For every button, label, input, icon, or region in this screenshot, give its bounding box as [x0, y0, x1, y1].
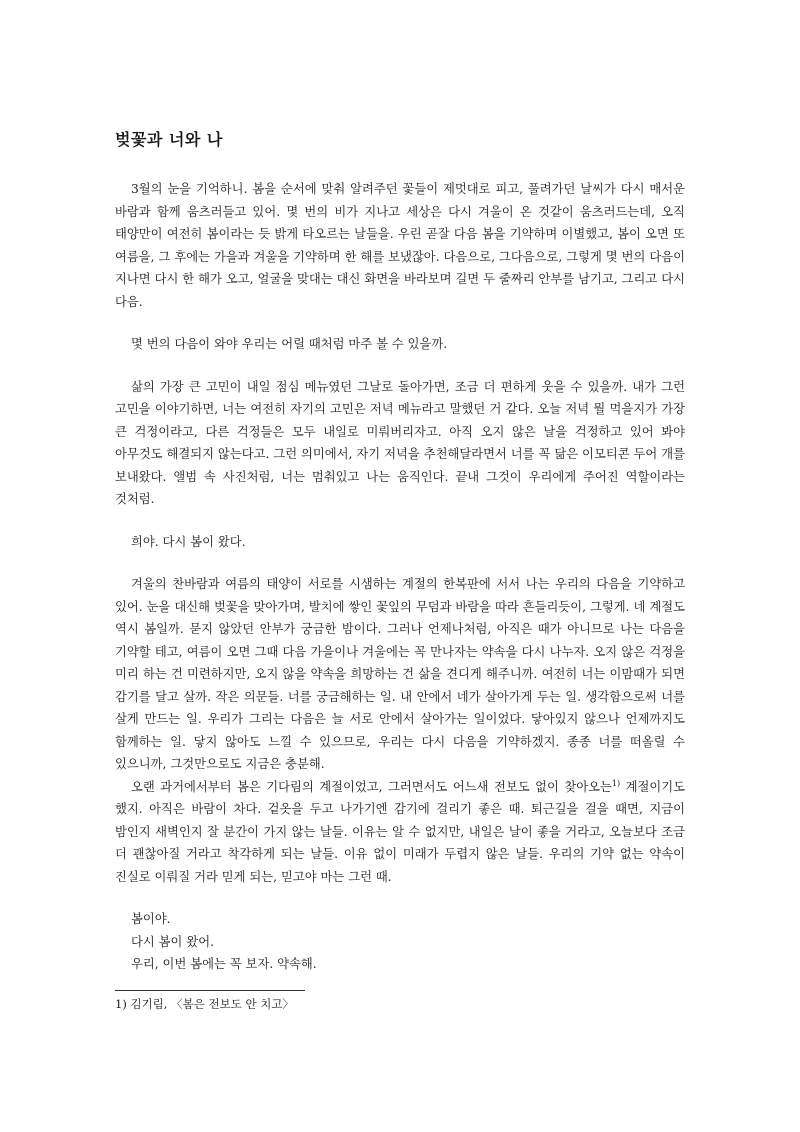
paragraph-6 [115, 776, 685, 889]
paragraph-6-text-a: 오랜 과거에서부터 봄은 기다림의 계절이었고, 그러면서도 어느새 전보도 없이 찾아오는 [130, 779, 612, 794]
paragraph-1: 3월의 눈을 기억하니. 봄을 순서에 맞춰 알려주던 꽃들이 제멋대로 피고, 풀려가던 날씨가 다시 매서운 바람과 함께 움츠러들고 있어. 몇 번의 비가 지나고 세상은 다시 겨울이 온 것같이 움츠러드는데, 오직 태양만이 여전히 봄이라는 듯 밝게 타오르는 날들을. 우린 곧잘 다음 봄을 기약하며 이별했고, 봄이 오면 또 여름을, 그 후에는 가을과 겨울을 기약하며 한 해를 보냈잖아. 다음으로, 그다음으로, 그렇게 몇 번의 다음이 지나면 다시 한 해가 오고, 얼굴을 맞대는 대신 화면을 바라보며 길면 두 줄짜리 안부를 남기고, 그리고 다시 다음. [115, 182, 685, 309]
paragraph-gap [115, 313, 685, 333]
paragraph-gap [115, 888, 685, 908]
paragraph-5: 겨울의 찬바람과 여름의 태양이 서로를 시샘하는 계절의 한복판에 서서 나는 우리의 다음을 기약하고 있어. 눈을 대신해 벚꽃을 맞아가며, 발치에 쌓인 꽃잎의 무덤과 바람을 따라 흔들리듯이, 그렇게. 네 계절도 역시 봄일까. 묻지 않았던 안부가 궁금한 밤이다. 그러나 언제나처럼, 아직은 때가 아니므로 나는 다음을 기약할 테고, 여름이 오면 그때 다음 가을이나 겨울에는 꼭 만나자는 약속을 다시 나누자. 오지 않은 걱정을 미리 하는 건 미련하지만, 오지 않을 약속을 희망하는 건 삶을 견디게 해주니까. 여전히 너는 이맘때가 되면 감기를 달고 살까. 작은 의문들. 너를 궁금해하는 일. 내 안에서 네가 살아가게 두는 일. 생각함으로써 너를 살게 만드는 일. 우리가 그리는 다음은 늘 서로 안에서 살아가는 일이었다. 닿아있지 않으나 언제까지도 함께하는 일. 닿지 않아도 느낄 수 있으므로, 우리는 다시 다음을 기약하겠지. 종종 너를 떠올릴 수 있으니까, 그것만으로도 지금은 충분해. [115, 577, 685, 771]
document-title: 벚꽃과 너와 나 [115, 130, 223, 149]
paragraph-6-text-b: 계절이기도 했지. 아직은 바람이 차다. 겉옷을 두고 나가기엔 감기에 걸리기 좋은 때. 퇴근길을 걸을 때면, 지금이 밤인지 새벽인지 잘 분간이 가지 않는 날들. 이유는 알 수 없지만, 내일은 날이 좋을 거라고, 오늘보다 조금 더 괜찮아질 거라고 착각하게 되는 날들. 이유 없이 미래가 두렵지 않은 날들. 우리의 기약 없는 약속이 진실로 이뤄질 거라 믿게 되는, 믿고야 마는 그런 때. [115, 779, 685, 884]
footnote-reference[interactable]: 1) [611, 778, 621, 788]
paragraph-3: 삶의 가장 큰 고민이 내일 점심 메뉴였던 그날로 돌아가면, 조금 더 편하게 웃을 수 있을까. 내가 그런 고민을 이야기하면, 너는 여전히 자기의 고민은 저녁 메뉴라고 말했던 거 같다. 오늘 저녁 뭘 먹을지가 가장 큰 걱정이라고, 다른 걱정들은 모두 내일로 미뤄버리자고. 아직 오지 않은 날을 걱정하고 있어 봐야 아무것도 해결되지 않는다고. 그런 의미에서, 자기 저녁을 추천해달라면서 너를 꼭 닮은 이모티콘 두어 개를 보내왔다. 앨범 속 사진처럼, 너는 멈춰있고 나는 움직인다. 끝내 그것이 우리에게 주어진 역할이라는 것처럼. [115, 379, 685, 506]
paragraph-gap [115, 511, 685, 531]
closing-line-3: 우리, 이번 봄에는 꼭 보자. 약속해. [130, 957, 317, 972]
paragraph-4: 희야. 다시 봄이 왔다. [130, 534, 246, 549]
footnote: 1) 김기림, 〈봄은 전보도 안 치고〉 [115, 996, 294, 1011]
footnote-divider [115, 990, 305, 991]
closing-line-2: 다시 봄이 왔어. [130, 934, 214, 949]
closing-line-1: 봄이야. [130, 912, 171, 926]
paragraph-gap [115, 553, 685, 573]
paragraph-2: 몇 번의 다음이 와야 우리는 어릴 때처럼 마주 볼 수 있을까. [130, 337, 448, 351]
closing-lines [115, 908, 685, 976]
paragraph-gap [115, 356, 685, 376]
